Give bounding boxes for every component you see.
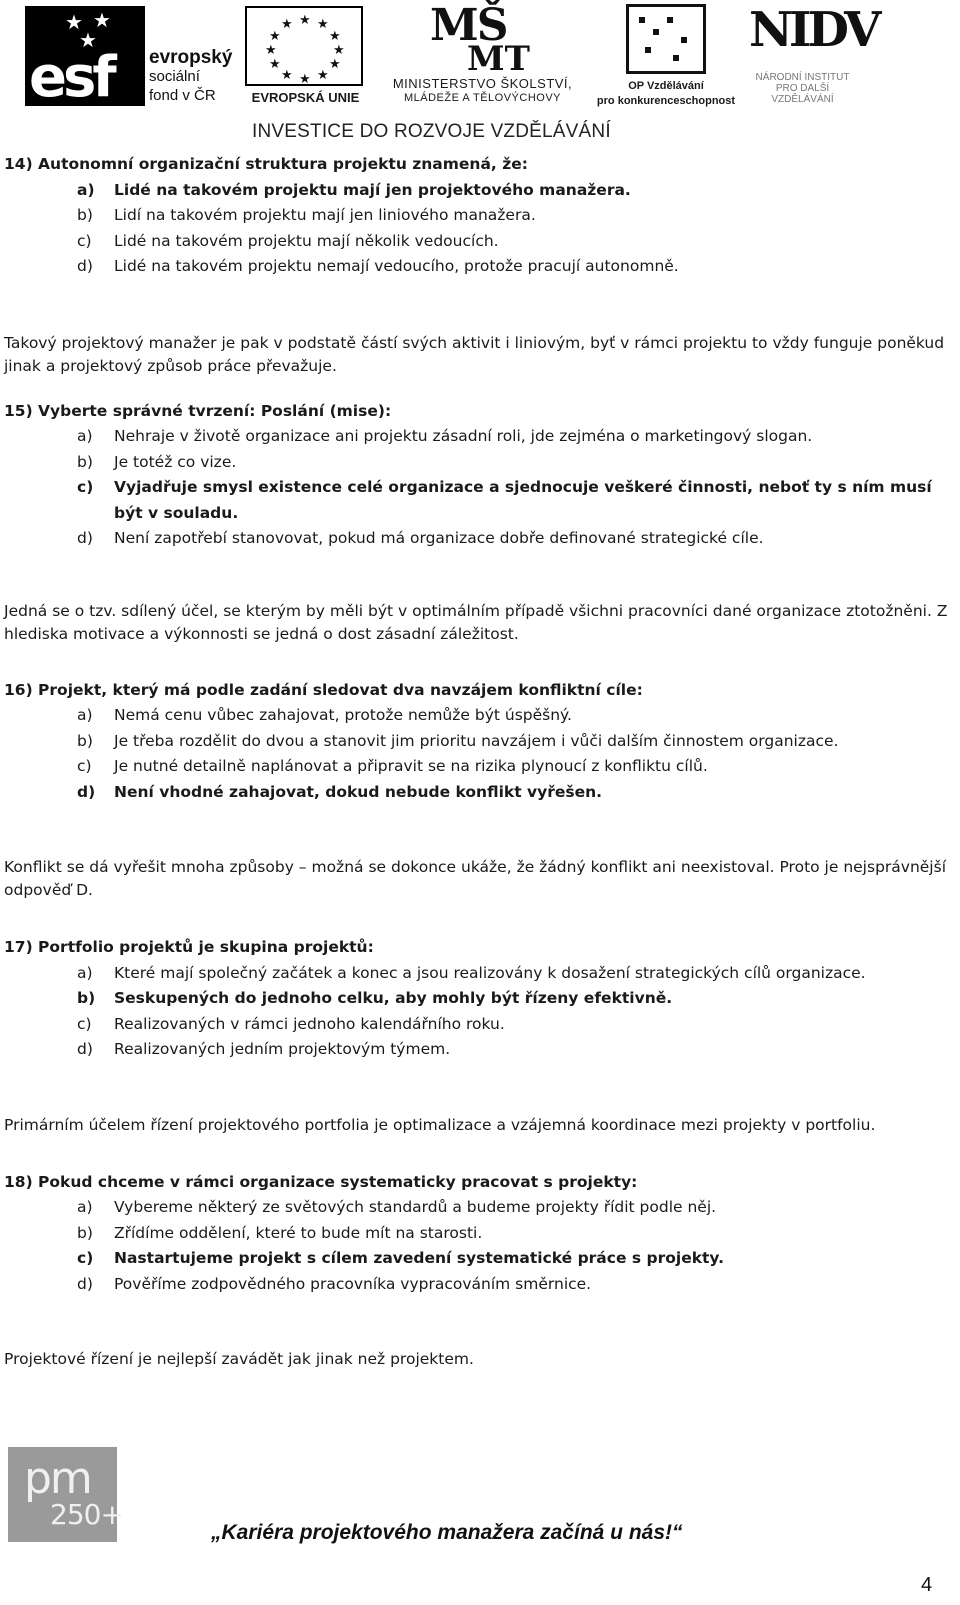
answer-options — [4, 1195, 954, 1297]
answer-option-a: a) Nemá cenu vůbec zahajovat, protože nemůže být úspěšný. — [77, 706, 572, 724]
nidv-logo-mark: NIDV — [749, 2, 878, 58]
answer-option-b: b) Lidí na takovém projektu mají jen liniového manažera. — [77, 206, 536, 224]
op-logo-text-1: OP Vzdělávání — [628, 80, 704, 92]
answer-option-d: d) Lidé na takovém projektu nemají vedoucího, protože pracují autonomně. — [77, 257, 679, 275]
question-block-16 — [4, 678, 954, 903]
eu-flag-icon: ★ ★ ★ ★ ★ ★ ★ ★ ★ ★ ★ ★ — [245, 6, 363, 86]
header-logos — [0, 0, 960, 150]
answer-option-d: d) Pověříme zodpovědného pracovníka vypracováním směrnice. — [77, 1274, 592, 1293]
answer-option-b: b) Seskupených do jednoho celku, aby mohly být řízeny efektivně. — [77, 989, 673, 1007]
msmt-logo-text-2: MLÁDEŽE A TĚLOVÝCHOVY — [403, 92, 561, 104]
pm250-logo-number: 250+ — [50, 1498, 123, 1531]
pm250-logo — [8, 1447, 123, 1542]
msmt-logo-mark-bottom: MT — [467, 39, 530, 79]
answer-option-a: a) Které mají společný začátek a konec a jsou realizovány k dosažení strategických cílů organizace. — [77, 963, 866, 982]
question-block-15 — [4, 399, 954, 646]
page-number: 4 — [921, 1574, 933, 1596]
footer-slogan: „Kariéra projektového manažera začíná u nás!“ — [211, 1521, 683, 1544]
eu-logo — [243, 6, 368, 106]
msmt-logo-text-1: MINISTERSTVO ŠKOLSTVÍ, — [392, 76, 573, 91]
op-logo-mark — [626, 4, 706, 74]
answer-option-d: d) Není zapotřebí stanovovat, pokud má organizace dobře definované strategické cíle. — [77, 529, 764, 547]
answer-option-c: c) Je nutné detailně naplánovat a připravit se na rizika plynoucí z konfliktu cílů. — [77, 757, 708, 775]
answer-option-b: b) Je třeba rozdělit do dvou a stanovit jim prioritu navzájem i vůči dalším činnostem organizace. — [77, 731, 839, 750]
answer-option-b: b) Je totéž co vize. — [77, 452, 237, 471]
answer-option-a: a) Vybereme některý ze světových standardů a budeme projekty řídit podle něj. — [77, 1198, 717, 1216]
answer-option-a: a) Nehraje v životě organizace ani projektu zásadní roli, jde zejména o marketingový slogan. — [77, 427, 813, 445]
question-block-14 — [4, 152, 954, 378]
answer-option-c: c) Lidé na takovém projektu mají několik vedoucích. — [77, 231, 499, 250]
nidv-logo — [745, 2, 878, 109]
answer-options — [4, 424, 954, 552]
pm250-logo-letters: pm — [24, 1453, 91, 1504]
investice-slogan: INVESTICE DO ROZVOJE VZDĚLÁVÁNÍ — [252, 121, 611, 142]
msmt-logo-mark: MŠ — [430, 0, 507, 51]
esf-logo — [25, 6, 240, 110]
answer-options — [4, 178, 954, 280]
answer-option-d: d) Realizovaných jedním projektovým týmem. — [77, 1040, 451, 1058]
question-title: 15) Vyberte správné tvrzení: Poslání (mise): — [4, 401, 392, 420]
answer-explanation: Konflikt se dá vyřešit mnoha způsoby – možná se dokonce ukáže, že žádný konflikt ani neexistoval. Proto je nejsprávnější odpověď D. — [4, 858, 946, 899]
question-title: 17) Portfolio projektů je skupina projektů: — [4, 938, 374, 956]
question-title: 18) Pokud chceme v rámci organizace systematicky pracovat s projekty: — [4, 1172, 638, 1191]
question-title: 14) Autonomní organizační struktura projektu znamená, že: — [4, 155, 528, 173]
answer-explanation: Projektové řízení je nejlepší zavádět jak jinak než projektem. — [4, 1350, 474, 1368]
answer-option-c: c) Realizovaných v rámci jednoho kalendářního roku. — [77, 1014, 505, 1033]
answer-option-c: c) Vyjadřuje smysl existence celé organizace a sjednocuje veškeré činnosti, neboť ty s ním musí být v souladu. — [77, 478, 932, 522]
answer-explanation: Takový projektový manažer je pak v podstatě částí svých aktivit i liniovým, byť v rámci projektu to vždy funguje poněkud jinak a projektový způsob práce převažuje. — [4, 333, 945, 375]
quiz-content — [4, 152, 954, 1371]
eu-logo-text: EVROPSKÁ UNIE — [251, 90, 360, 105]
op-vzdelavani-logo — [596, 4, 736, 109]
answer-option-a: a) Lidé na takovém projektu mají jen projektového manažera. — [77, 180, 631, 199]
question-block-17 — [4, 935, 954, 1137]
question-block-18 — [4, 1170, 954, 1372]
question-title: 16) Projekt, který má podle zadání sledovat dva navzájem konfliktní cíle: — [4, 680, 643, 699]
answer-explanation: Jedná se o tzv. sdílený účel, se kterým by měli být v optimálním případě všichni pracovníci dané organizace ztotožněni. Z hlediska motivace a výkonnosti se jedná o dost zásadní záležitost. — [4, 601, 948, 643]
op-logo-text-2: pro konkurenceschopnost — [596, 95, 736, 107]
esf-logo-text: evropský sociální fond v ČR — [149, 47, 233, 104]
esf-logo-mark: ★ ★ ★ esf — [25, 6, 145, 106]
msmt-logo — [375, 0, 590, 109]
answer-explanation: Primárním účelem řízení projektového portfolia je optimalizace a vzájemná koordinace mezi projekty v portfoliu. — [4, 1115, 876, 1134]
nidv-logo-text: NÁRODNÍ INSTITUT PRO DALŠÍ VZDĚLÁVÁNÍ — [755, 72, 850, 105]
answer-options — [4, 961, 954, 1063]
answer-options — [4, 703, 954, 805]
answer-option-c: c) Nastartujeme projekt s cílem zavedení systematické práce s projekty. — [77, 1249, 724, 1267]
esf-logo-letters: esf — [29, 45, 113, 110]
answer-option-d: d) Není vhodné zahajovat, dokud nebude konflikt vyřešen. — [77, 782, 603, 801]
answer-option-b: b) Zřídíme oddělení, které to bude mít na starosti. — [77, 1223, 483, 1242]
